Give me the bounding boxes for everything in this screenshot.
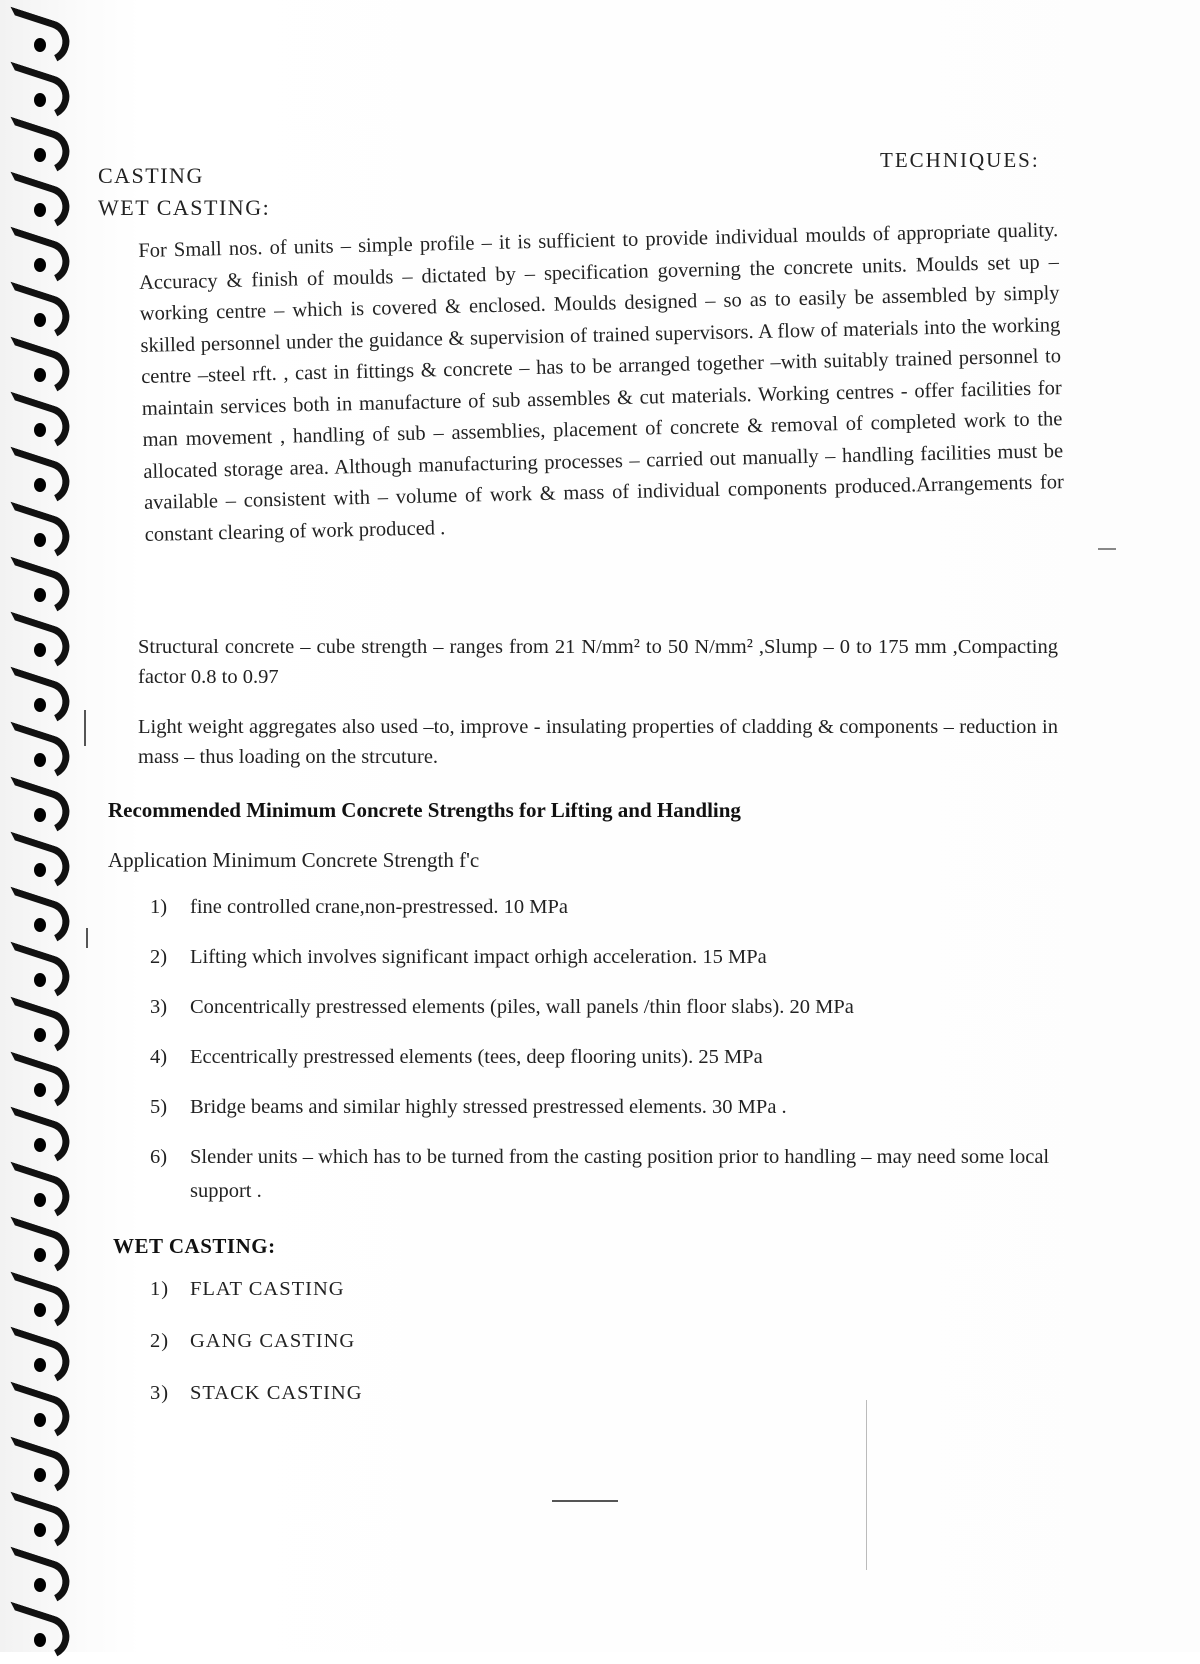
title-wet-casting: WET CASTING:: [98, 195, 271, 220]
list-number: 1): [150, 896, 168, 918]
binding-hole: [34, 1413, 46, 1427]
binding-hole: [34, 588, 46, 602]
binding-hole: [34, 93, 46, 107]
binding-hole: [34, 1303, 46, 1317]
list-item: [150, 990, 1080, 1024]
paragraph-lightweight-aggregates: Light weight aggregates also used –to, improve - insulating properties of cladding & components – reduction in mass – thus loading on the strcuture.: [138, 716, 1058, 768]
list-number: 2): [150, 1330, 170, 1352]
list-item: [150, 1330, 750, 1353]
binding-hole: [34, 1468, 46, 1482]
binding-hole: [34, 368, 46, 382]
list-text: Concentrically prestressed elements (piles, wall panels /thin floor slabs). 20 MPa: [190, 996, 854, 1018]
binding-hole: [34, 643, 46, 657]
binding-hole: [34, 258, 46, 272]
title-casting: CASTING: [98, 163, 204, 188]
list-item: [150, 1382, 750, 1405]
binding-hole: [34, 973, 46, 987]
binding-hole: [34, 38, 46, 52]
list-item: [150, 1040, 1080, 1074]
binding-hole: [34, 533, 46, 547]
binding-hole: [34, 423, 46, 437]
binding-hole: [34, 863, 46, 877]
strengths-heading: Recommended Minimum Concrete Strengths for Lifting and Handling: [108, 798, 741, 822]
binding-hole: [34, 1248, 46, 1262]
binding-hole: [34, 918, 46, 932]
list-number: 6): [150, 1146, 168, 1168]
binding-hole: [34, 148, 46, 162]
binding-hole: [34, 808, 46, 822]
list-text: Lifting which involves significant impact orhigh acceleration. 15 MPa: [190, 946, 767, 968]
wet-casting-heading: WET CASTING:: [113, 1234, 276, 1258]
list-text: GANG CASTING: [190, 1330, 356, 1352]
binding-hole: [34, 698, 46, 712]
list-text: Bridge beams and similar highly stressed prestressed elements. 30 MPa .: [190, 1096, 787, 1118]
list-text: FLAT CASTING: [190, 1278, 345, 1300]
spiral-binding: [0, 0, 70, 1652]
list-number: 2): [150, 946, 168, 968]
list-item: [150, 1140, 1080, 1208]
list-text: Slender units – which has to be turned from the casting position prior to handling – may need some local support .: [190, 1146, 1050, 1202]
pen-stroke: [552, 1500, 618, 1502]
list-text: Eccentrically prestressed elements (tees, deep flooring units). 25 MPa: [190, 1046, 763, 1068]
binding-hole: [34, 1083, 46, 1097]
list-number: 1): [150, 1278, 170, 1300]
binding-hole: [34, 1358, 46, 1372]
binding-hole: [34, 1633, 46, 1647]
scan-mark: [86, 928, 88, 948]
list-item: [150, 1278, 750, 1301]
list-text: fine controlled crane,non-prestressed. 10 MPa: [190, 896, 568, 918]
binding-hole: [34, 203, 46, 217]
scan-mark: [1098, 548, 1116, 550]
strengths-columns-line: Application Minimum Concrete Strength f'c: [108, 848, 480, 872]
scan-mark: [84, 710, 86, 746]
binding-hole: [34, 1138, 46, 1152]
list-item: [150, 1090, 1080, 1124]
binding-hole: [34, 1523, 46, 1537]
binding-hole: [34, 478, 46, 492]
list-number: 4): [150, 1046, 168, 1068]
title-techniques: TECHNIQUES:: [880, 148, 1040, 172]
list-number: 3): [150, 1382, 170, 1404]
paragraph-structural-concrete: Structural concrete – cube strength – ranges from 21 N/mm² to 50 N/mm² ,Slump – 0 to 175 mm ,Compacting factor 0.8 to 0.97: [138, 636, 1058, 688]
list-item: [150, 940, 1080, 974]
list-item: [150, 890, 1080, 924]
binding-hole: [34, 1028, 46, 1042]
page-title: [98, 160, 270, 224]
binding-hole: [34, 1578, 46, 1592]
paragraph-small-units: For Small nos. of units – simple profile – it is sufficient to provide individual moulds of appropriate quality. Accuracy & finish of moulds – dictated by – specification governing the concrete units. Moulds set up – working centre – which is covered & enclosed. Moulds designed – so as to easily be assembled by simply skilled personnel under the guidance & supervision of trained supervisors. A flow of materials into the working centre –steel rft. , cast in fittings & concrete – has to be arranged together –with suitably trained personnel to maintain services both in manufacture of sub assembles & cut materials. Working centres - offer facilities for man movement , handling of sub – assemblies, placement of concrete & removal of completed work to the allocated storage area. Although manufacturing processes – carried out manually – handling facilities must be available – consistent with – volume of work & mass of individual components produced.Arrangements for constant clearing of work produced .: [138, 219, 1065, 546]
binding-hole: [34, 1193, 46, 1207]
scan-mark: [866, 1400, 867, 1570]
list-text: STACK CASTING: [190, 1382, 363, 1404]
list-number: 3): [150, 996, 168, 1018]
binding-hole: [34, 753, 46, 767]
list-number: 5): [150, 1096, 168, 1118]
binding-hole: [34, 313, 46, 327]
